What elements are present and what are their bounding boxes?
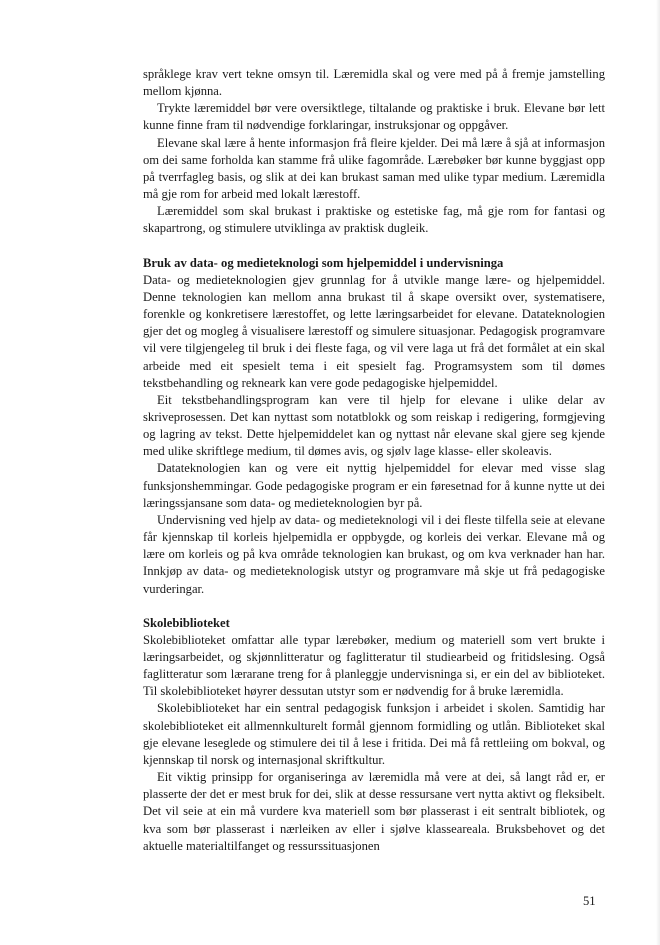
section-heading: Skolebiblioteket	[143, 615, 230, 630]
paragraph: språklege krav vert tekne omsyn til. Læremidla skal og vere med på å fremje jamstelling mellom kjønna.	[143, 67, 605, 99]
paragraph: Elevane skal lære å hente informasjon frå fleire kjelder. Dei må lære å sjå at informasjon om dei same forholda kan stamme frå ulike fagområde. Lærebøker bør kunne byggjast opp på tverrfagleg basis, og slik at dei kan brukast saman med ulike typar medium. Læremidla må gje rom for arbeid med lokalt lærestoff.	[143, 135, 605, 202]
paragraph: Trykte læremiddel bør vere oversiktlege, tiltalande og praktiske i bruk. Elevane bør lett kunne finne fram til nødvendige forklaringar, instruksjonar og oppgåver.	[143, 101, 605, 133]
section-heading: Bruk av data- og medieteknologi som hjelpemiddel i undervisninga	[143, 255, 504, 270]
paragraph: Datateknologien kan og vere eit nyttig hjelpemiddel for elevar med visse slag funksjonshemmingar. Gode pedagogiske program er ein føresetnad for å kunne nytte ut dei læringssjansane som data- og medieteknologien byr på.	[143, 461, 605, 510]
page-edge	[656, 0, 660, 945]
section-gap	[143, 238, 605, 255]
paragraph: Eit tekstbehandlingsprogram kan vere til hjelp for elevane i ulike delar av skriveprosessen. Det kan nyttast som notatblokk og som reiskap i redigering, formgjeving og lagring av tekst. Dette hjelpemiddelet kan og nyttast når elevane skal gjere seg kjende med ulike skriftlege medium, til dømes avis, og sjølv lage klasse- eller skoleavis.	[143, 392, 605, 459]
paragraph: Eit viktig prinsipp for organiseringa av læremidla må vere at dei, så langt råd er, er plasserte der det er mest bruk for dei, slik at desse ressursane vert nytta aktivt og fleksibelt. Det vil seie at ein må vurdere kva materiell som bør plasserast i eit sentralt bibliotek, og kva som bør plasserast i nærleiken av eller i sjølve klasseareala. Bruksbehovet og det aktuelle materialtilfanget og ressurssituasjonen	[143, 770, 605, 853]
section-gap	[143, 598, 605, 615]
paragraph: Læremiddel som skal brukast i praktiske og estetiske fag, må gje rom for fantasi og skapartrong, og stimulere utviklinga av praktisk dugleik.	[143, 204, 605, 236]
paragraph: Undervisning ved hjelp av data- og medieteknologi vil i dei fleste tilfella seie at elevane får kjennskap til korleis hjelpemidla er oppbygde, og korleis dei verkar. Elevane må og lære om korleis og på kva område teknologien kan brukast, og om kva verknader han har. Innkjøp av data- og medieteknologisk utstyr og programvare må skje ut frå pedagogiske vurderingar.	[143, 512, 605, 596]
paragraph: Data- og medieteknologien gjev grunnlag for å utvikle mange lære- og hjelpemiddel. Denne teknologien kan mellom anna brukast til å skape oversikt over, systematisere, forenkle og konkretisere lærestoffet, og lette læringsarbeidet for elevane. Datateknologien gjer det og mogleg å visualisere lærestoff og simulere situasjonar. Pedagogisk programvare vil vere tilgjengeleg til bruk i dei fleste faga, og vil vere laga ut frå det formålet at ein skal arbeide med eit spesielt tema i eit spesielt fag. Programsystem som til dømes tekstbehandling og rekneark kan vere gode pedagogiske hjelpemiddel.	[143, 272, 605, 390]
page-body	[143, 66, 605, 855]
paragraph: Skolebiblioteket har ein sentral pedagogisk funksjon i arbeidet i skolen. Samtidig har skolebiblioteket eit allmennkulturelt formål gjennom formidling og utlån. Biblioteket skal gje elevane leseglede og stimulere dei til å lese i fritida. Dei må få rettleiing om bokval, og kjennskap til norsk og internasjonal skriftkultur.	[143, 701, 605, 767]
page-number: 51	[583, 894, 596, 908]
paragraph: Skolebiblioteket omfattar alle typar lærebøker, medium og materiell som vert brukte i læringsarbeidet, og skjønnlitteratur og faglitteratur til studiearbeid og fritidslesing. Også faglitteratur som lærarane treng for å planleggje undervisninga si, er ein del av biblioteket. Til skolebiblioteket høyrer dessutan utstyr som er nødvendig for å bruke læremidla.	[143, 632, 605, 699]
